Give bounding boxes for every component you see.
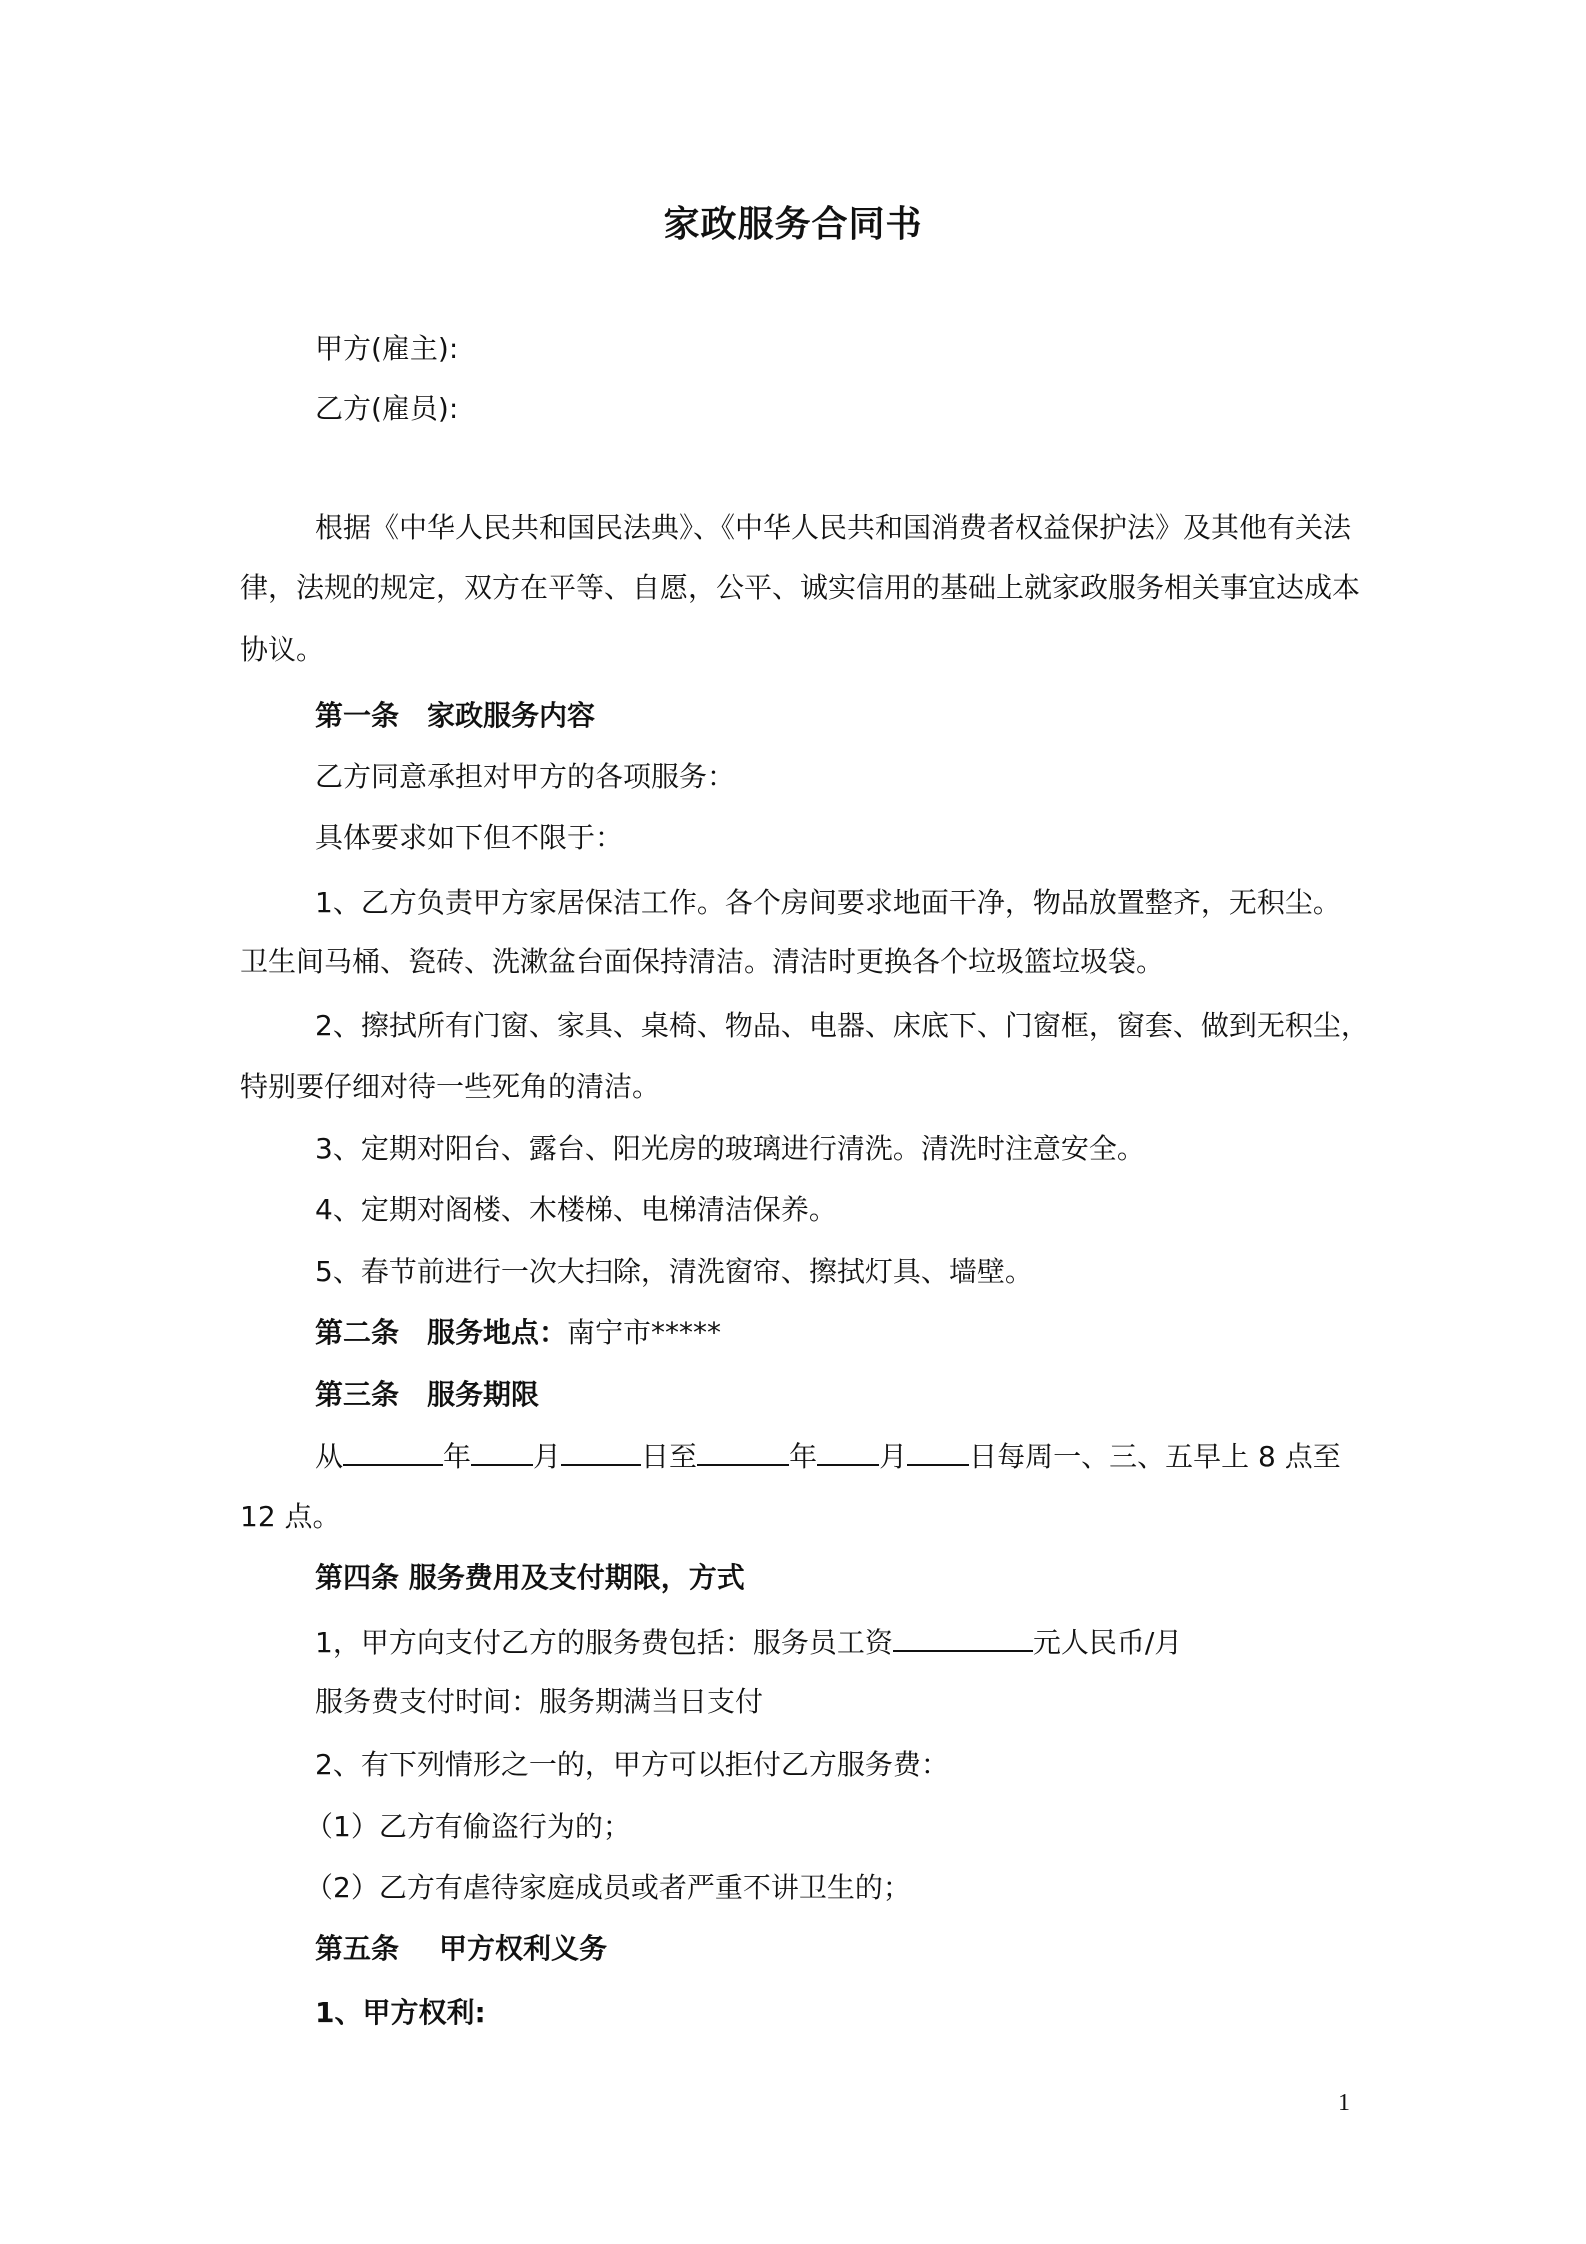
article-1-item-2b: 特别要仔细对待一些死角的清洁。 (240, 1070, 661, 1103)
fee-text-after: 元人民币/月 (1032, 1626, 1183, 1659)
start-month-label: 月 (533, 1440, 562, 1473)
end-day-label: 日每周一、三、五早上 8 点至 (969, 1440, 1341, 1473)
party-a-line: 甲方(雇主): (315, 332, 459, 365)
article-5-sub-1: 1、甲方权利: (315, 1996, 486, 2029)
preamble-line-1: 根据《中华人民共和国民法典》、《中华人民共和国消费者权益保护法》及其他有关法 (315, 511, 1352, 544)
article-5-title: 甲方权利义务 (439, 1932, 608, 1965)
end-month-label: 月 (879, 1440, 908, 1473)
article-1-item-3: 3、定期对阳台、露台、阳光房的玻璃进行清洗。清洗时注意安全。 (315, 1132, 1145, 1165)
article-3-heading (315, 1375, 539, 1415)
article-1-number: 第一条 (315, 699, 400, 732)
article-5-number: 第五条 (315, 1932, 400, 1965)
article-4-refuse-clause: 2、有下列情形之一的，甲方可以拒付乙方服务费： (315, 1748, 949, 1781)
article-4-case-2: （2）乙方有虐待家庭成员或者严重不讲卫生的； (305, 1871, 911, 1904)
article-4-payment-time: 服务费支付时间：服务期满当日支付 (315, 1685, 764, 1718)
article-2-line (315, 1313, 721, 1353)
article-3-number: 第三条 (315, 1378, 400, 1411)
article-1-item-5: 5、春节前进行一次大扫除，清洗窗帘、擦拭灯具、墙壁。 (315, 1255, 1033, 1288)
document-title: 家政服务合同书 (663, 204, 923, 245)
article-3-date-line (315, 1437, 1341, 1477)
article-3-title: 服务期限 (427, 1378, 540, 1411)
article-3-date-continued: 12 点。 (240, 1500, 341, 1533)
article-2-number: 第二条 (315, 1316, 400, 1349)
fee-text-before: 1，甲方向支付乙方的服务费包括：服务员工资 (315, 1626, 893, 1659)
article-2-value: 南宁市***** (567, 1316, 722, 1349)
article-1-item-4: 4、定期对阁楼、木楼梯、电梯清洁保养。 (315, 1193, 837, 1226)
party-b-line: 乙方(雇员): (315, 392, 459, 425)
article-2-label: 服务地点： (427, 1316, 568, 1349)
salary-blank (893, 1624, 1033, 1652)
start-month-blank (471, 1438, 533, 1466)
article-4-fee-line (315, 1623, 1182, 1663)
end-day-blank (907, 1438, 969, 1466)
article-1-title: 家政服务内容 (427, 699, 596, 732)
article-1-item-1a: 1、乙方负责甲方家居保洁工作。各个房间要求地面干净，物品放置整齐，无积尘。 (315, 886, 1341, 919)
start-day-blank (561, 1438, 641, 1466)
article-4-heading: 第四条 服务费用及支付期限，方式 (315, 1561, 745, 1594)
preamble-line-3: 协议。 (240, 633, 325, 666)
article-1-item-1b: 卫生间马桶、瓷砖、洗漱盆台面保持清洁。清洁时更换各个垃圾篮垃圾袋。 (240, 945, 1165, 978)
end-year-blank (697, 1438, 789, 1466)
start-year-label: 年 (443, 1440, 472, 1473)
preamble-line-2: 律，法规的规定，双方在平等、自愿，公平、诚实信用的基础上就家政服务相关事宜达成本 (240, 571, 1361, 604)
end-month-blank (817, 1438, 879, 1466)
article-4-case-1: （1）乙方有偷盗行为的； (305, 1810, 631, 1843)
article-1-intro-2: 具体要求如下但不限于： (315, 821, 624, 854)
article-1-item-2a: 2、擦拭所有门窗、家具、桌椅、物品、电器、床底下、门窗框，窗套、做到无积尘， (315, 1009, 1369, 1042)
article-1-intro-1: 乙方同意承担对甲方的各项服务： (315, 760, 736, 793)
page-number: 1 (1338, 2090, 1350, 2116)
article-5-heading (315, 1929, 607, 1969)
start-day-label: 日至 (641, 1440, 698, 1473)
start-year-blank (343, 1438, 443, 1466)
end-year-label: 年 (789, 1440, 818, 1473)
date-from-label: 从 (315, 1440, 344, 1473)
article-1-heading (315, 696, 595, 736)
